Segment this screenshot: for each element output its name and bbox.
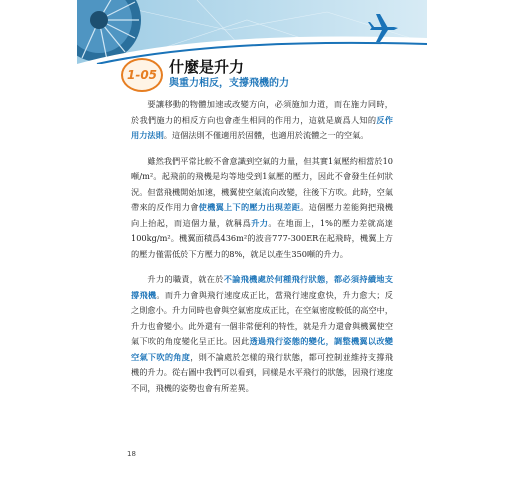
section-title: 什麼是升力: [169, 58, 245, 76]
highlighted-text: 反作用力法則: [131, 114, 393, 140]
paragraph: [131, 272, 393, 396]
highlighted-text: 升力: [251, 217, 269, 228]
body-text: [131, 97, 393, 406]
section-subtitle: 與重力相反，支撐飛機的力: [169, 78, 289, 89]
page-number: 18: [127, 450, 136, 458]
highlighted-text: 使機翼上下的壓力出現差距: [198, 202, 301, 212]
text-run: 升力的職責，就在於: [147, 274, 224, 284]
text-run: 。在地面上，1%的壓力差就高達100kg/m²。機翼面積爲436m²的波音777-300ER在起飛時，機翼上方的壓力僅需低於下方壓力的8%，就足以產生350噸的升力。: [131, 217, 393, 259]
paragraph: [131, 154, 393, 263]
paragraph: [131, 97, 393, 144]
text-run: 。這個壓力差能夠把飛機向上抬起，而這個力量，就稱爲: [131, 202, 393, 228]
text-run: 。這個法則不僅適用於固體，也適用於流體之一的空氣。: [163, 130, 369, 140]
section-number-badge: 1-05: [121, 58, 163, 92]
highlighted-text: 不論飛機處於何種飛行狀態，都必須持續地支撐飛機: [131, 274, 393, 300]
section-heading: [121, 52, 421, 92]
text-run: 。而升力會與飛行速度成正比，當飛行速度愈快，升力愈大；反之則愈小。升力同時也會與空氣密度成正比，在空氣密度較低的高空中，升力也會變小。此外還有一個非常便利的特性，就是升力還會與機翼使空氣下吹的角度變化呈正比。因此: [131, 289, 394, 346]
text-run: 要讓移動的物體加速或改變方向，必須施加力道，而在施力同時，於我們施力的相反方向也會產生相同的作用力，這就是廣爲人知的: [131, 99, 393, 125]
highlighted-text: 透過飛行姿態的變化，調整機翼以改變空氣下吹的角度: [131, 336, 393, 362]
text-run: ，則不論處於怎樣的飛行狀態，都可控制並維持支撐飛機的升力。從右圖中我們可以看到，同樣是水平飛行的狀態，因飛行速度不同，飛機的姿勢也會有所差異。: [131, 351, 394, 393]
book-page: [77, 0, 427, 500]
text-run: 雖然我們平常比較不會意識到空氣的力量，但其實1氣壓約相當於10噸/m²。起飛前的飛機是均等地受到1氣壓的壓力，因此不會發生任何狀況。但當飛機開始加速，機翼使空氣流向改變，往後下方吹。此時，空氣帶來的反作用力會: [131, 155, 394, 212]
